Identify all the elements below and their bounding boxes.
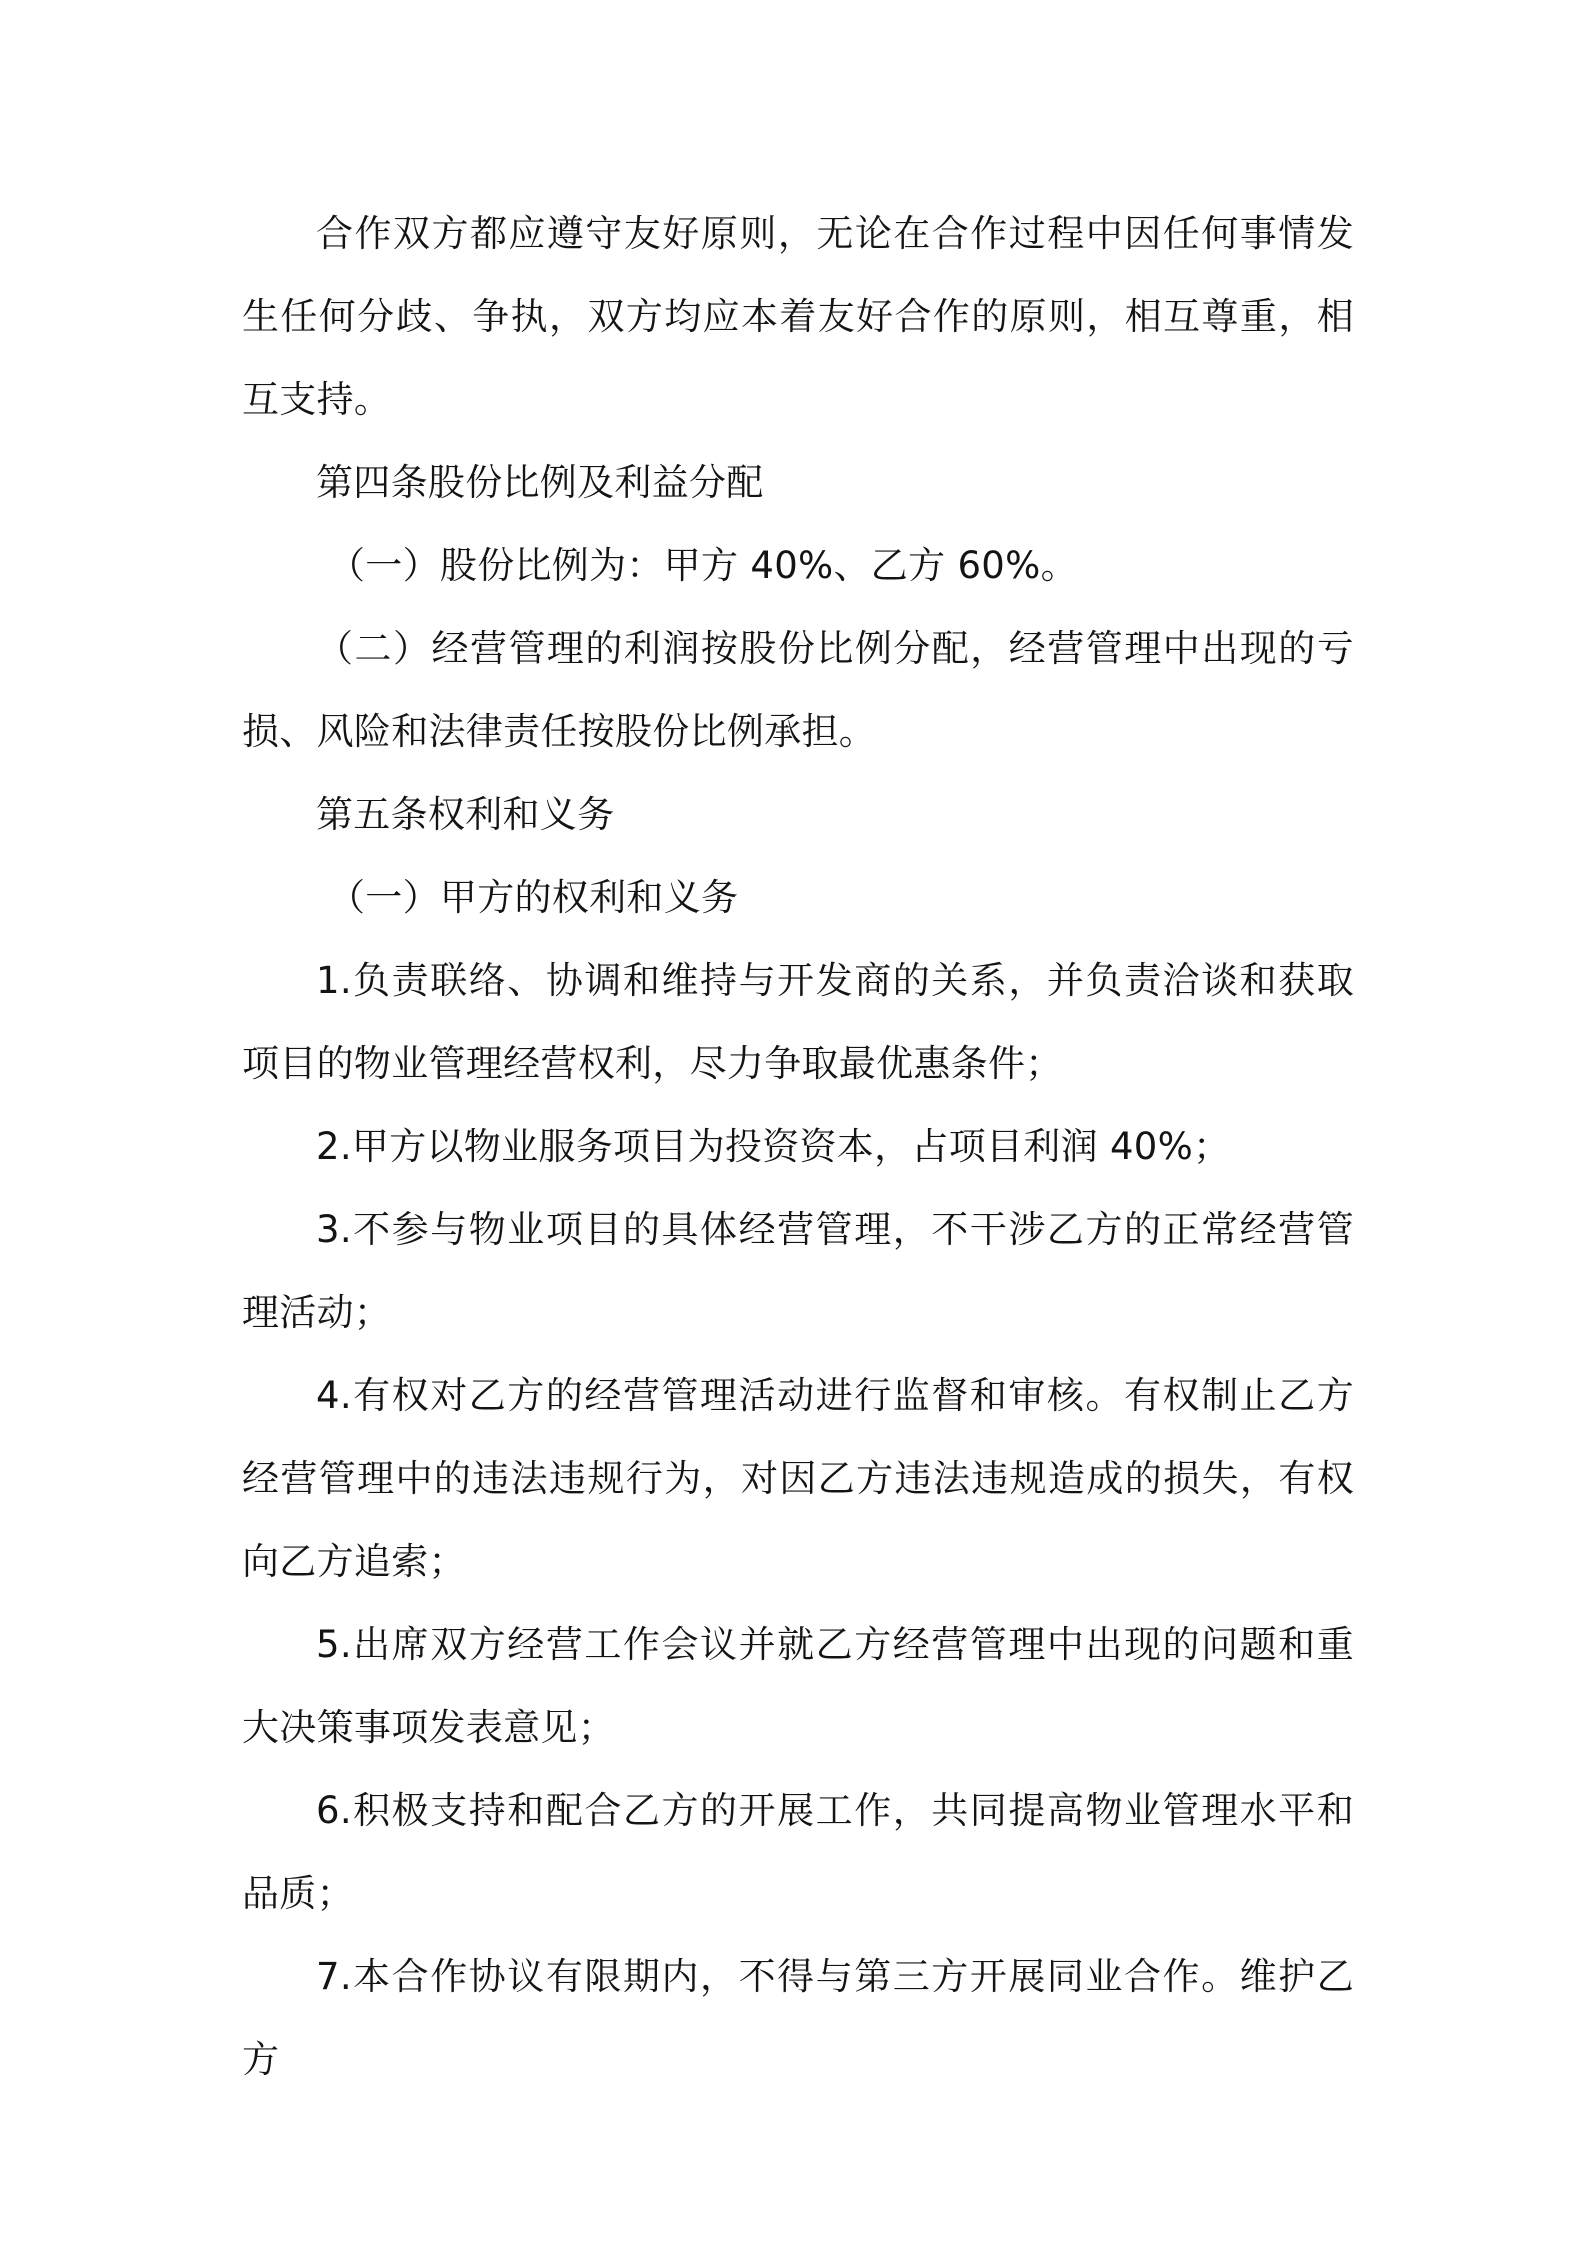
list-item-2: 2.甲方以物业服务项目为投资资本，占项目利润 40%； (316, 1125, 1231, 1168)
list-item-6: 6.积极支持和配合乙方的开展工作，共同提高物业管理水平和品质； (242, 1789, 1354, 1915)
list-item-5: 5.出席双方经营工作会议并就乙方经营管理中出现的问题和重大决策事项发表意见； (242, 1623, 1354, 1749)
paragraph-share-ratio: （一）股份比例为：甲方 40%、乙方 60%。 (328, 544, 1078, 587)
list-item-3: 3.不参与物业项目的具体经营管理，不干涉乙方的正常经营管理活动； (242, 1208, 1354, 1334)
document-body (242, 192, 1354, 2101)
paragraph-friendly-principle: 合作双方都应遵守友好原则，无论在合作过程中因任何事情发生任何分歧、争执，双方均应本着友好合作的原则，相互尊重，相互支持。 (242, 212, 1354, 421)
subheading-party-a-rights: （一）甲方的权利和义务 (328, 876, 739, 919)
paragraph-profit-distribution: （二）经营管理的利润按股份比例分配，经营管理中出现的亏损、风险和法律责任按股份比例承担。 (242, 627, 1354, 753)
heading-article-5: 第五条权利和义务 (316, 793, 615, 836)
list-item-7: 7.本合作协议有限期内，不得与第三方开展同业合作。维护乙方 (242, 1955, 1354, 2081)
list-item-1: 1.负责联络、协调和维持与开发商的关系，并负责洽谈和获取项目的物业管理经营权利，尽力争取最优惠条件； (242, 959, 1354, 1085)
list-item-4: 4.有权对乙方的经营管理活动进行监督和审核。有权制止乙方经营管理中的违法违规行为，对因乙方违法违规造成的损失，有权向乙方追索； (242, 1374, 1354, 1583)
heading-article-4: 第四条股份比例及利益分配 (316, 461, 764, 504)
